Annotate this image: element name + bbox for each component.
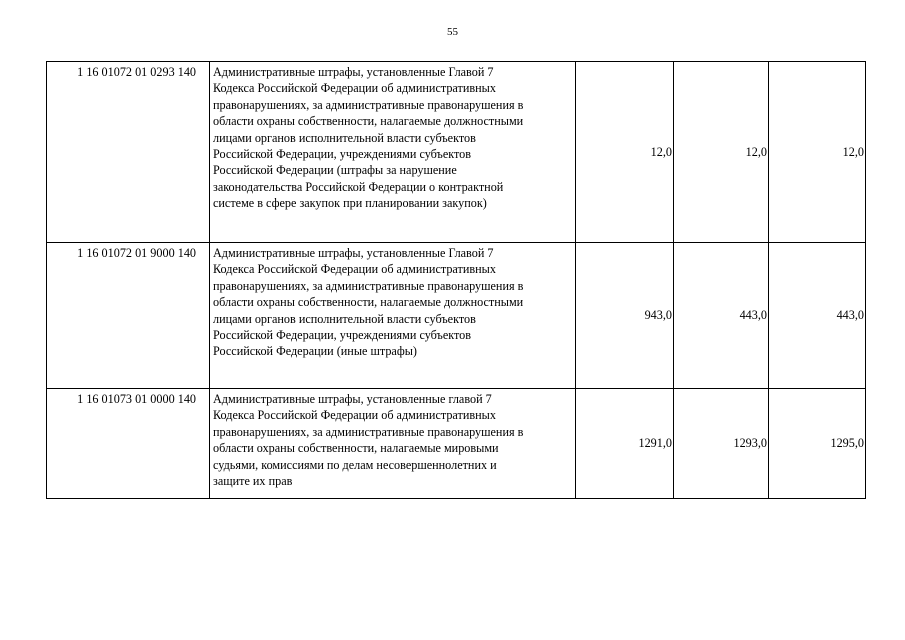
name-line: Российской Федерации, учреждениями субъектов [213, 147, 472, 162]
budget-code-cell: 1 16 01072 01 9000 140 [47, 243, 210, 389]
name-line: лицами органов исполнительной власти субъектов [213, 311, 476, 326]
name-line: Российской Федерации (иные штрафы) [213, 344, 417, 359]
name-line: Административные штрафы, установленные главой 7 [213, 392, 492, 406]
name-line: области охраны собственности, налагаемые должностными [213, 114, 524, 129]
name-line: защите их прав [213, 474, 293, 489]
name-line: Российской Федерации, учреждениями субъектов [213, 328, 472, 343]
name-line: судьями, комиссиями по делам несовершеннолетних и [213, 457, 497, 472]
revenue-name-cell [210, 389, 576, 499]
revenue-name-cell [210, 62, 576, 243]
name-line: законодательства Российской Федерации о контрактной [213, 179, 504, 194]
name-line: правонарушениях, за административные правонарушения в [213, 97, 524, 112]
name-line: Российской Федерации (штрафы за нарушение [213, 163, 457, 178]
page-number: 55 [447, 26, 458, 38]
value-cell-year-2: 1293,0 [674, 389, 769, 499]
name-line: области охраны собственности, налагаемые должностными [213, 295, 524, 310]
budget-revenue-table [46, 61, 866, 499]
value-cell-year-1: 1291,0 [576, 389, 674, 499]
name-line: Административные штрафы, установленные Главой 7 [213, 65, 494, 79]
budget-code-cell: 1 16 01072 01 0293 140 [47, 62, 210, 243]
name-line: Административные штрафы, установленные Главой 7 [213, 246, 494, 260]
table-body [47, 62, 866, 499]
table-row [47, 62, 866, 243]
value-cell-year-2: 443,0 [674, 243, 769, 389]
value-cell-year-1: 12,0 [576, 62, 674, 243]
table-row [47, 389, 866, 499]
value-cell-year-3: 1295,0 [769, 389, 866, 499]
name-line: Кодекса Российской Федерации об административных [213, 81, 496, 96]
value-cell-year-1: 943,0 [576, 243, 674, 389]
name-line: правонарушениях, за административные правонарушения в [213, 278, 524, 293]
name-line: правонарушениях, за административные правонарушения в [213, 424, 524, 439]
table-row [47, 243, 866, 389]
name-line: лицами органов исполнительной власти субъектов [213, 130, 476, 145]
name-line: Кодекса Российской Федерации об административных [213, 262, 496, 277]
value-cell-year-3: 12,0 [769, 62, 866, 243]
revenue-name-cell [210, 243, 576, 389]
value-cell-year-3: 443,0 [769, 243, 866, 389]
budget-code-cell: 1 16 01073 01 0000 140 [47, 389, 210, 499]
name-line: области охраны собственности, налагаемые мировыми [213, 441, 499, 456]
name-line: системе в сфере закупок при планировании закупок) [213, 196, 487, 211]
name-line: Кодекса Российской Федерации об административных [213, 408, 496, 423]
value-cell-year-2: 12,0 [674, 62, 769, 243]
